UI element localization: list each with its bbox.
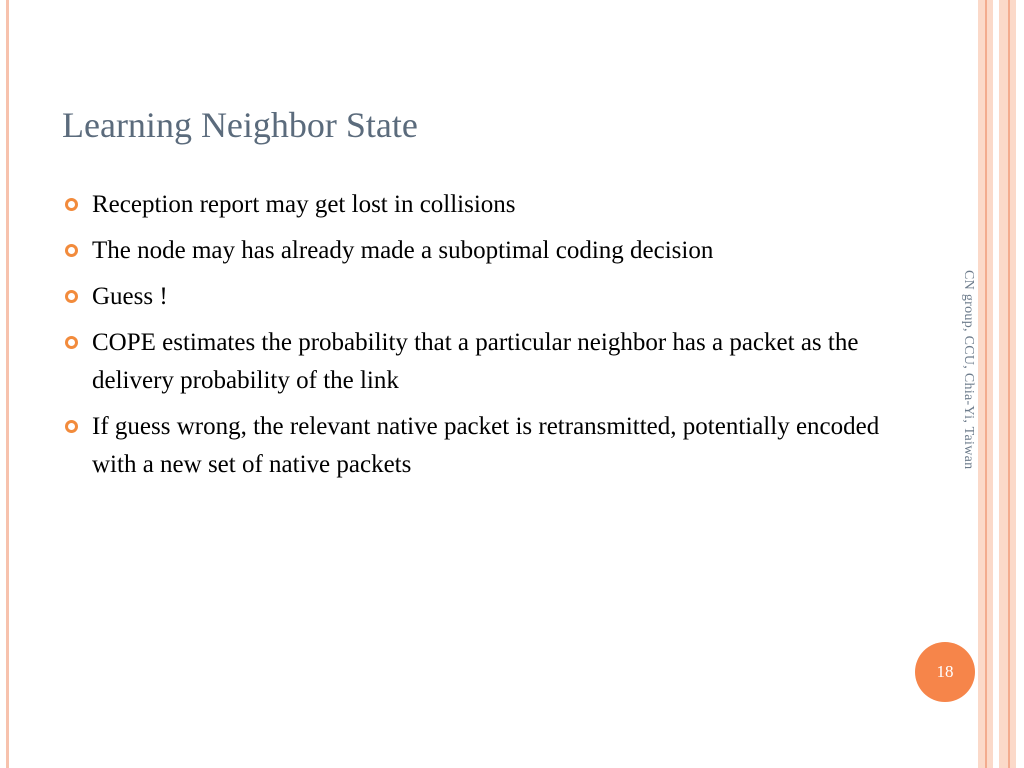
bullet-text: If guess wrong, the relevant native packet is retransmitted, potentially encoded with a new set of native packets <box>92 413 880 478</box>
bullet-item <box>62 186 882 224</box>
right-stripe <box>993 0 999 768</box>
right-stripe <box>985 0 987 768</box>
bullet-text: Guess ! <box>92 283 168 310</box>
right-stripe <box>1008 0 1010 768</box>
bullet-item <box>62 232 882 270</box>
bullet-text: The node may has already made a suboptimal coding decision <box>92 237 714 264</box>
page-number: 18 <box>936 662 954 681</box>
left-border-line <box>6 0 9 768</box>
slide-title: Learning Neighbor State <box>62 105 418 145</box>
bullet-item <box>62 324 882 400</box>
bullet-item <box>62 278 882 316</box>
bullet-icon <box>65 420 78 433</box>
bullet-text: COPE estimates the probability that a particular neighbor has a packet as the delivery probability of the link <box>92 329 859 394</box>
right-stripe <box>1016 0 1024 768</box>
page-number-badge <box>915 642 975 702</box>
bullet-item <box>62 408 882 484</box>
bullet-icon <box>65 198 78 211</box>
bullet-text: Reception report may get lost in collisions <box>92 191 516 218</box>
bullet-icon <box>65 336 78 349</box>
bullet-icon <box>65 290 78 303</box>
bullet-list <box>62 186 882 492</box>
footer-side-text: CN group, CCU, Chia-Yi, Taiwan <box>961 270 976 470</box>
bullet-icon <box>65 244 78 257</box>
